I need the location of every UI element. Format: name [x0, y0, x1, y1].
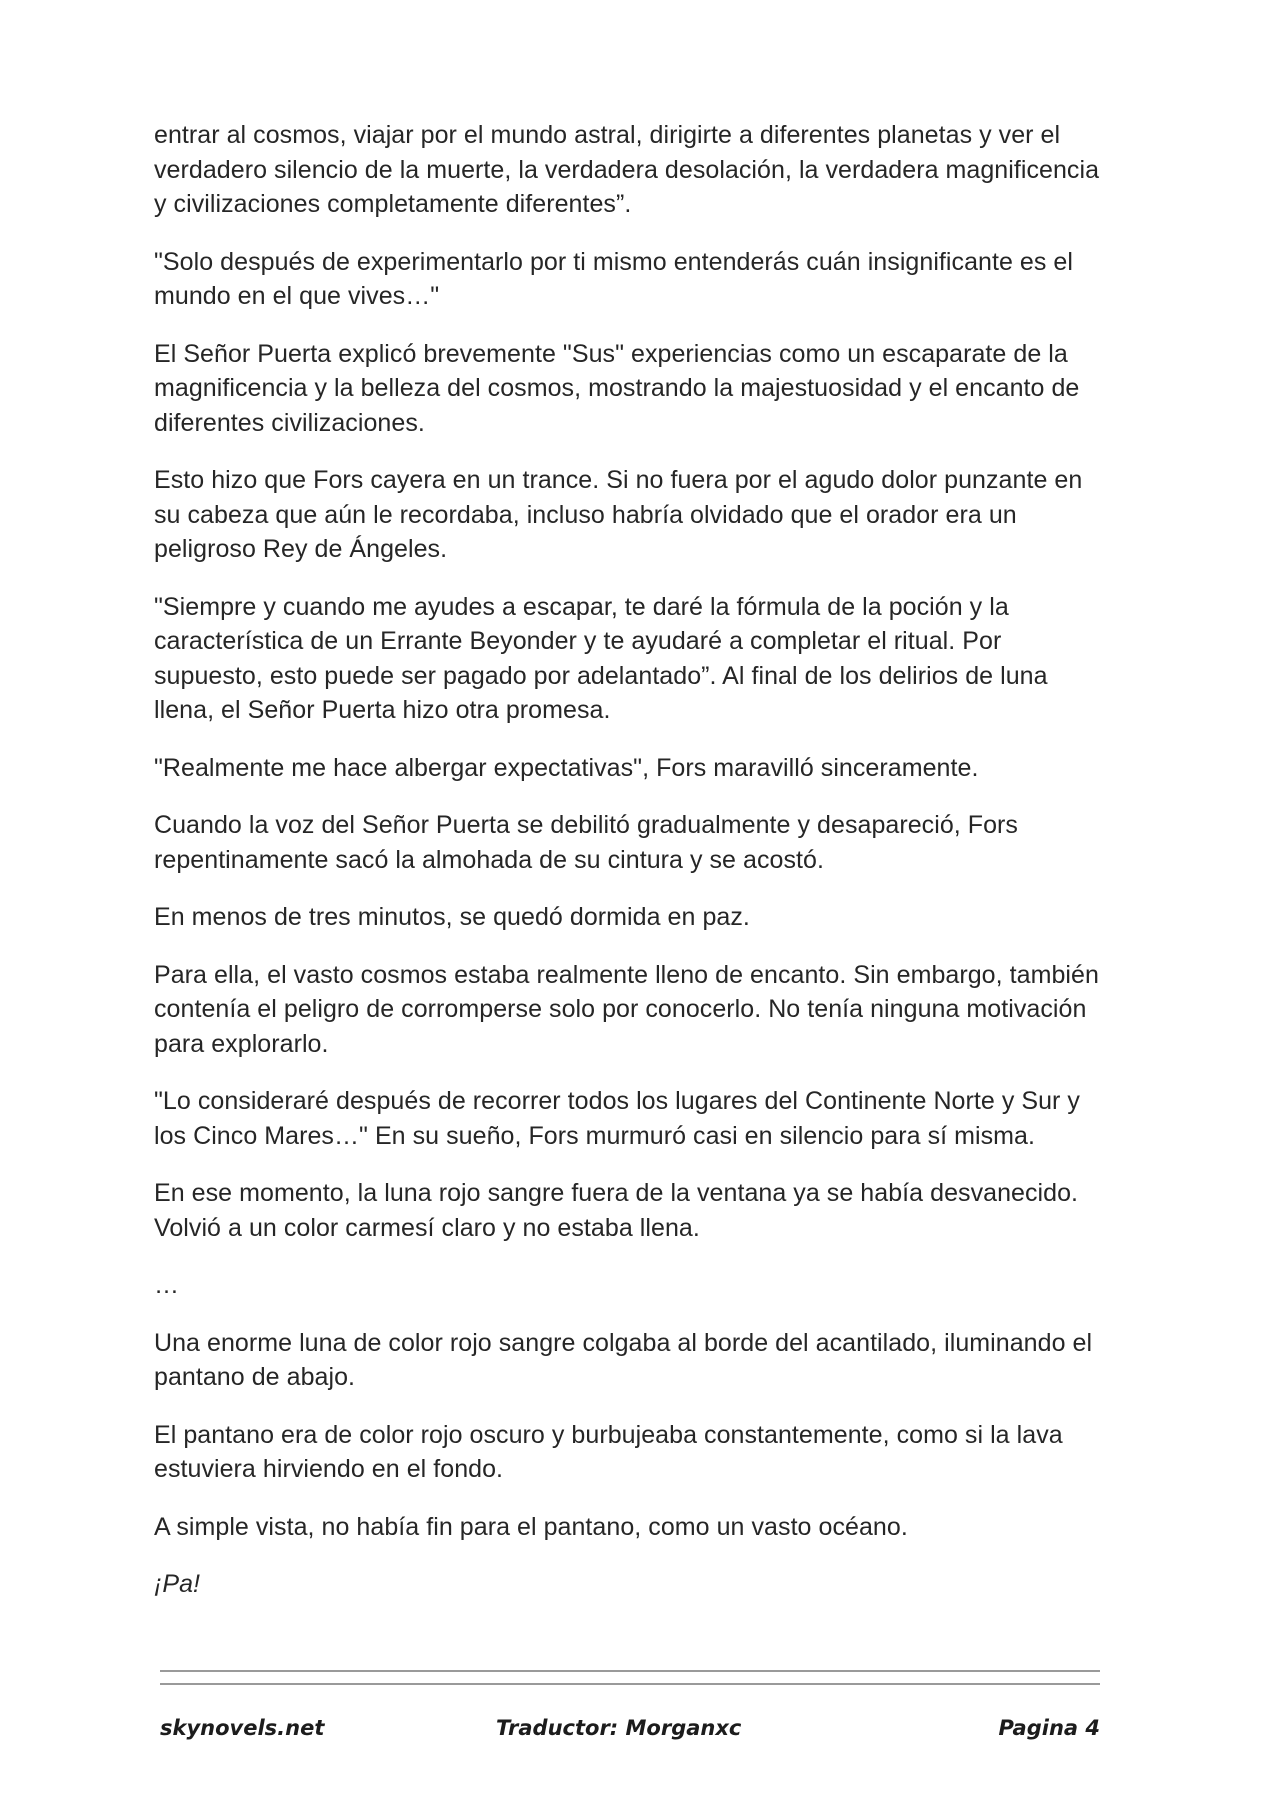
- paragraph: Cuando la voz del Señor Puerta se debilitó gradualmente y desapareció, Fors repentinamente sacó la almohada de su cintura y se acostó.: [154, 811, 1018, 874]
- scene-break: …: [154, 1271, 180, 1299]
- paragraph: El pantano era de color rojo oscuro y burbujeaba constantemente, como si la lava estuviera hirviendo en el fondo.: [154, 1420, 1063, 1483]
- footer-rule-bottom: [160, 1683, 1100, 1685]
- paragraph: A simple vista, no había fin para el pantano, como un vasto océano.: [154, 1512, 908, 1541]
- paragraph: "Siempre y cuando me ayudes a escapar, te daré la fórmula de la poción y la característica de un Errante Beyonder y te ayudaré a completar el ritual. Por supuesto, esto puede ser pagado por adelantado”. Al final de los delirios de luna llena, el Señor Puerta hizo otra promesa.: [154, 592, 1048, 724]
- paragraph: "Solo después de experimentarlo por ti mismo entenderás cuán insignificante es el mundo en el que vives…": [154, 247, 1073, 310]
- page-footer: [160, 1716, 1100, 1748]
- paragraph: En ese momento, la luna rojo sangre fuera de la ventana ya se había desvanecido. Volvió a un color carmesí claro y no estaba llena.: [154, 1179, 1079, 1242]
- paragraph: El Señor Puerta explicó brevemente "Sus" experiencias como un escaparate de la magnificencia y la belleza del cosmos, mostrando la majestuosidad y el encanto de diferentes civilizaciones.: [154, 339, 1080, 437]
- footer-rule-top: [160, 1670, 1100, 1672]
- paragraph: Para ella, el vasto cosmos estaba realmente lleno de encanto. Sin embargo, también contenía el peligro de corromperse solo por conocerlo. No tenía ninguna motivación para explorarlo.: [154, 960, 1099, 1058]
- paragraph: Una enorme luna de color rojo sangre colgaba al borde del acantilado, iluminando el pantano de abajo.: [154, 1328, 1093, 1391]
- document-body: [154, 118, 1104, 1625]
- paragraph: "Realmente me hace albergar expectativas", Fors maravilló sinceramente.: [154, 753, 979, 782]
- paragraph: Esto hizo que Fors cayera en un trance. Si no fuera por el agudo dolor punzante en su cabeza que aún le recordaba, incluso habría olvidado que el orador era un peligroso Rey de Ángeles.: [154, 466, 1083, 563]
- footer-site: skynovels.net: [160, 1716, 325, 1740]
- paragraph-exclamation: ¡Pa!: [154, 1570, 201, 1598]
- paragraph: "Lo consideraré después de recorrer todos los lugares del Continente Norte y Sur y los Cinco Mares…" En su sueño, Fors murmuró casi en silencio para sí misma.: [154, 1087, 1080, 1150]
- paragraph: entrar al cosmos, viajar por el mundo astral, dirigirte a diferentes planetas y ver el verdadero silencio de la muerte, la verdadera desolación, la verdadera magnificencia y civilizaciones completamente diferentes”.: [154, 121, 1100, 218]
- footer-page-number: Pagina 4: [998, 1716, 1100, 1740]
- paragraph: En menos de tres minutos, se quedó dormida en paz.: [154, 903, 750, 931]
- footer-translator: Traductor: Morganxc: [496, 1716, 742, 1740]
- footer-divider: [160, 1670, 1100, 1696]
